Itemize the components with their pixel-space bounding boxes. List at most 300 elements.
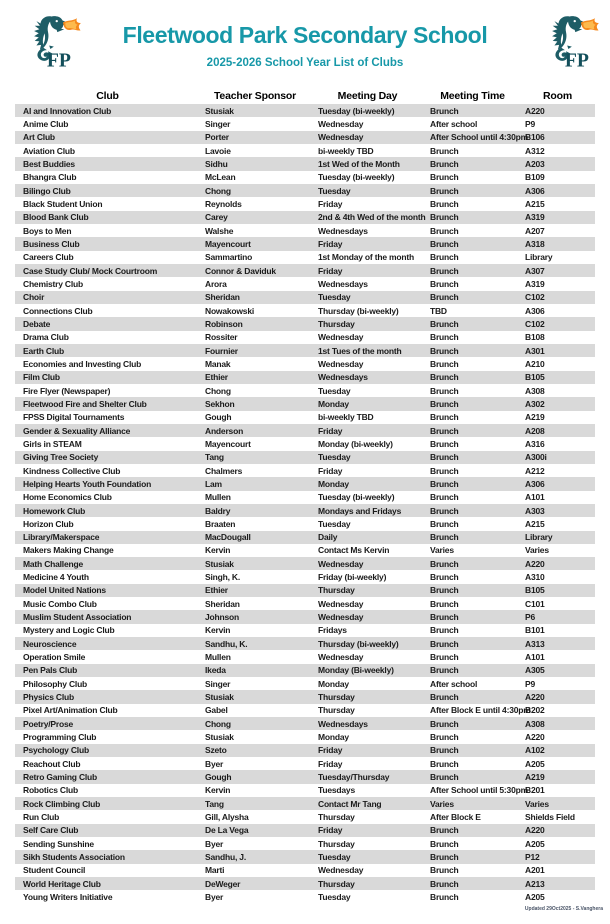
cell-teacher-sponsor: Reynolds [205,198,242,209]
cell-meeting-day: Thursday [318,812,355,823]
table-row [15,104,595,117]
cell-club: Bilingo Club [23,185,71,196]
table-row [15,864,595,877]
cell-teacher-sponsor: DeWeger [205,878,241,889]
cell-meeting-time: Brunch [430,158,459,169]
cell-club: Homework Club [23,505,86,516]
cell-club: Medicine 4 Youth [23,572,89,583]
cell-room: A300i [525,452,547,463]
cell-meeting-day: Wednesday [318,612,364,623]
cell-meeting-time: Brunch [430,385,459,396]
cell-club: Mystery and Logic Club [23,625,115,636]
cell-room: A316 [525,438,545,449]
cell-teacher-sponsor: Sekhon [205,398,235,409]
cell-room: A312 [525,145,545,156]
cell-club: Drama Club [23,332,69,343]
table-header [15,87,595,104]
cell-meeting-time: Brunch [430,372,459,383]
cell-club: FPSS Digital Tournaments [23,412,125,423]
cell-club: Girls in STEAM [23,438,82,449]
cell-room: A102 [525,745,545,756]
cell-club: Pen Pals Club [23,665,78,676]
cell-meeting-day: Friday [318,465,343,476]
table-row [15,397,595,410]
table-row [15,411,595,424]
cell-meeting-time: After Block E until 4:30pm [430,705,531,716]
table-row [15,371,595,384]
cell-teacher-sponsor: Byer [205,758,224,769]
cell-teacher-sponsor: Connor & Daviduk [205,265,276,276]
cell-meeting-time: Brunch [430,332,459,343]
cell-teacher-sponsor: Sheridan [205,292,240,303]
table-row [15,144,595,157]
cell-meeting-time: Brunch [430,465,459,476]
cell-meeting-day: Thursday [318,585,355,596]
cell-meeting-day: 1st Monday of the month [318,252,414,263]
cell-teacher-sponsor: Mullen [205,492,231,503]
cell-teacher-sponsor: Singer [205,678,231,689]
cell-room: A303 [525,505,545,516]
cell-meeting-time: Brunch [430,265,459,276]
table-row [15,131,595,144]
cell-teacher-sponsor: Chalmers [205,465,243,476]
cell-meeting-day: Thursday [318,692,355,703]
cell-room: A319 [525,278,545,289]
cell-club: Sikh Students Association [23,852,125,863]
table-row [15,184,595,197]
cell-room: A101 [525,652,545,663]
cell-meeting-day: Tuesday (bi-weekly) [318,492,395,503]
cell-club: Makers Making Change [23,545,114,556]
cell-club: World Heritage Club [23,878,101,889]
table-row [15,251,595,264]
cell-club: Debate [23,318,51,329]
cell-teacher-sponsor: Walshe [205,225,234,236]
cell-teacher-sponsor: MacDougall [205,532,251,543]
table-row [15,757,595,770]
cell-club: Student Council [23,865,86,876]
cell-club: Horizon Club [23,518,74,529]
cell-meeting-time: Brunch [430,638,459,649]
cell-meeting-time: Brunch [430,145,459,156]
cell-club: Connections Club [23,305,93,316]
cell-meeting-time: Brunch [430,225,459,236]
cell-club: Retro Gaming Club [23,772,98,783]
cell-meeting-time: Brunch [430,425,459,436]
cell-teacher-sponsor: Fournier [205,345,238,356]
cell-room: A308 [525,718,545,729]
table-row [15,211,595,224]
cell-teacher-sponsor: McLean [205,172,236,183]
cell-meeting-day: Tuesday [318,385,351,396]
table-row [15,451,595,464]
cell-meeting-time: Varies [430,798,454,809]
cell-club: Fleetwood Fire and Shelter Club [23,398,147,409]
cell-club: Blood Bank Club [23,212,89,223]
cell-meeting-time: Brunch [430,212,459,223]
cell-room: Library [525,532,553,543]
cell-room: A318 [525,238,545,249]
table-row [15,730,595,743]
cell-teacher-sponsor: Byer [205,892,224,903]
cell-meeting-time: TBD [430,305,447,316]
header-cell-teacher-sponsor: Teacher Sponsor [214,89,296,102]
cell-teacher-sponsor: Arora [205,278,227,289]
cell-meeting-time: After School until 5:30pm [430,785,528,796]
cell-meeting-day: Daily [318,532,338,543]
table-row [15,237,595,250]
cell-club: Earth Club [23,345,64,356]
table-row [15,291,595,304]
table-row [15,157,595,170]
cell-meeting-day: Tuesday [318,185,351,196]
cell-club: Music Combo Club [23,598,97,609]
cell-meeting-time: Brunch [430,292,459,303]
cell-meeting-time: Brunch [430,412,459,423]
cell-meeting-day: Wednesday [318,358,364,369]
cell-teacher-sponsor: Rossiter [205,332,238,343]
cell-room: A308 [525,385,545,396]
cell-teacher-sponsor: Tang [205,452,224,463]
cell-meeting-time: Brunch [430,772,459,783]
cell-teacher-sponsor: Sheridan [205,598,240,609]
cell-room: B105 [525,372,545,383]
cell-meeting-time: Brunch [430,625,459,636]
cell-meeting-time: Brunch [430,878,459,889]
cell-meeting-day: Contact Mr Tang [318,798,382,809]
cell-teacher-sponsor: Chong [205,718,231,729]
cell-meeting-day: Wednesday [318,132,364,143]
cell-meeting-day: Friday [318,825,343,836]
table-row [15,491,595,504]
cell-teacher-sponsor: Stusiak [205,732,234,743]
cell-meeting-time: Brunch [430,318,459,329]
cell-meeting-time: Brunch [430,532,459,543]
cell-club: Robotics Club [23,785,79,796]
cell-room: A305 [525,665,545,676]
cell-teacher-sponsor: Stusiak [205,692,234,703]
cell-room: A201 [525,865,545,876]
cell-room: A207 [525,225,545,236]
cell-club: Black Student Union [23,198,103,209]
cell-meeting-day: Wednesdays [318,372,368,383]
header-cell-meeting-day: Meeting Day [337,89,398,102]
cell-room: C102 [525,318,545,329]
cell-meeting-day: Monday (Bi-weekly) [318,665,394,676]
table-row [15,624,595,637]
cell-meeting-time: Brunch [430,758,459,769]
cell-teacher-sponsor: Kervin [205,785,231,796]
cell-teacher-sponsor: Gill, Alysha [205,812,249,823]
cell-room: Shields Field [525,812,575,823]
cell-meeting-day: Friday [318,265,343,276]
cell-meeting-time: Brunch [430,865,459,876]
cell-meeting-time: Brunch [430,892,459,903]
cell-meeting-day: 2nd & 4th Wed of the month [318,212,426,223]
cell-teacher-sponsor: Szeto [205,745,227,756]
cell-club: Rock Climbing Club [23,798,101,809]
cell-room: B106 [525,132,545,143]
cell-club: Fire Flyer (Newspaper) [23,385,111,396]
table-row [15,850,595,863]
cell-meeting-time: Brunch [430,852,459,863]
table-row [15,437,595,450]
cell-meeting-day: Wednesday [318,598,364,609]
cell-meeting-day: 1st Tues of the month [318,345,402,356]
cell-meeting-time: Brunch [430,518,459,529]
cell-room: Library [525,252,553,263]
cell-teacher-sponsor: Sidhu [205,158,228,169]
cell-meeting-day: bi-weekly TBD [318,412,374,423]
cell-room: A307 [525,265,545,276]
cell-meeting-time: After School until 4:30pm [430,132,528,143]
cell-club: Giving Tree Society [23,452,99,463]
cell-room: A302 [525,398,545,409]
cell-meeting-day: Thursday (bi-weekly) [318,638,399,649]
cell-club: Self Care Club [23,825,79,836]
cell-meeting-day: Tuesday [318,452,351,463]
cell-meeting-day: 1st Wed of the Month [318,158,400,169]
table-row [15,464,595,477]
cell-room: P9 [525,678,535,689]
cell-meeting-day: Thursday [318,705,355,716]
cell-meeting-day: Friday (bi-weekly) [318,572,387,583]
cell-meeting-time: Brunch [430,825,459,836]
cell-teacher-sponsor: Mayencourt [205,238,251,249]
cell-teacher-sponsor: Braaten [205,518,236,529]
cell-club: Philosophy Club [23,678,88,689]
cell-meeting-time: Brunch [430,718,459,729]
cell-room: A213 [525,878,545,889]
cell-teacher-sponsor: Sandhu, J. [205,852,246,863]
table-row [15,664,595,677]
table-row [15,117,595,130]
cell-meeting-day: Tuesday/Thursday [318,772,390,783]
cell-room: Varies [525,545,549,556]
cell-room: A319 [525,212,545,223]
cell-meeting-time: Varies [430,545,454,556]
cell-meeting-time: Brunch [430,558,459,569]
cell-club: Pixel Art/Animation Club [23,705,118,716]
cell-club: Model United Nations [23,585,106,596]
cell-meeting-time: Brunch [430,505,459,516]
cell-club: Best Buddies [23,158,75,169]
cell-teacher-sponsor: Gough [205,772,232,783]
table-row [15,477,595,490]
table-row [15,677,595,690]
cell-room: A215 [525,198,545,209]
cell-club: Programming Club [23,732,97,743]
cell-teacher-sponsor: Chong [205,185,231,196]
cell-club: Operation Smile [23,652,86,663]
cell-meeting-time: Brunch [430,345,459,356]
cell-meeting-day: Monday [318,398,349,409]
table-row [15,650,595,663]
cell-meeting-time: Brunch [430,585,459,596]
cell-meeting-time: Brunch [430,838,459,849]
cell-teacher-sponsor: Stusiak [205,105,234,116]
cell-room: A205 [525,892,545,903]
cell-room: C101 [525,598,545,609]
table-row [15,171,595,184]
cell-meeting-time: Brunch [430,252,459,263]
cell-room: A310 [525,572,545,583]
cell-meeting-day: Thursday [318,838,355,849]
cell-meeting-day: Tuesday [318,518,351,529]
cell-teacher-sponsor: Gabel [205,705,228,716]
cell-room: A306 [525,305,545,316]
cell-teacher-sponsor: Marti [205,865,225,876]
cell-teacher-sponsor: Gough [205,412,232,423]
cell-meeting-day: Thursday [318,318,355,329]
cell-teacher-sponsor: Ethier [205,585,228,596]
cell-club: Film Club [23,372,60,383]
cell-club: Case Study Club/ Mock Courtroom [23,265,158,276]
table-row [15,810,595,823]
cell-meeting-day: Tuesday [318,852,351,863]
cell-room: P6 [525,612,535,623]
cell-club: Physics Club [23,692,74,703]
cell-meeting-time: Brunch [430,198,459,209]
cell-teacher-sponsor: Singh, K. [205,572,241,583]
table-row [15,197,595,210]
cell-meeting-day: Monday [318,732,349,743]
cell-meeting-time: Brunch [430,185,459,196]
cell-teacher-sponsor: Mullen [205,652,231,663]
cell-club: Young Writers Initiative [23,892,113,903]
cell-meeting-time: Brunch [430,438,459,449]
cell-club: Careers Club [23,252,74,263]
cell-room: A220 [525,825,545,836]
cell-teacher-sponsor: Singer [205,118,231,129]
cell-teacher-sponsor: Ethier [205,372,228,383]
table-row [15,797,595,810]
cell-teacher-sponsor: Mayencourt [205,438,251,449]
table-row [15,224,595,237]
cell-meeting-day: Friday [318,425,343,436]
table-row [15,744,595,757]
cell-club: Sending Sunshine [23,838,94,849]
cell-club: Helping Hearts Youth Foundation [23,478,152,489]
cell-meeting-day: bi-weekly TBD [318,145,374,156]
table-row [15,344,595,357]
cell-room: A210 [525,358,545,369]
cell-meeting-day: Wednesday [318,652,364,663]
cell-room: A219 [525,412,545,423]
table-row [15,890,595,903]
table-row [15,531,595,544]
header-cell-room: Room [543,89,572,102]
cell-teacher-sponsor: Sandhu, K. [205,638,248,649]
cell-club: Choir [23,292,45,303]
cell-meeting-day: Friday [318,238,343,249]
cell-teacher-sponsor: Porter [205,132,229,143]
cell-club: Bhangra Club [23,172,77,183]
cell-club: AI and Innovation Club [23,105,112,116]
cell-club: Business Club [23,238,80,249]
cell-room: A212 [525,465,545,476]
cell-meeting-time: Brunch [430,692,459,703]
table-row [15,877,595,890]
cell-meeting-time: Brunch [430,452,459,463]
cell-club: Boys to Men [23,225,72,236]
cell-club: Kindness Collective Club [23,465,121,476]
cell-meeting-time: Brunch [430,478,459,489]
cell-meeting-day: Monday [318,678,349,689]
cell-room: A306 [525,478,545,489]
club-table [15,104,595,904]
cell-room: A203 [525,158,545,169]
cell-teacher-sponsor: Ikeda [205,665,226,676]
cell-teacher-sponsor: Nowakowski [205,305,255,316]
cell-club: Reachout Club [23,758,81,769]
cell-teacher-sponsor: Robinson [205,318,243,329]
cell-meeting-day: Tuesday (bi-weekly) [318,105,395,116]
cell-room: A313 [525,638,545,649]
table-row [15,770,595,783]
cell-club: Home Economics Club [23,492,112,503]
cell-club: Library/Makerspace [23,532,100,543]
cell-meeting-day: Thursday [318,878,355,889]
cell-meeting-time: Brunch [430,278,459,289]
cell-club: Poetry/Prose [23,718,74,729]
cell-club: Math Challenge [23,558,84,569]
cell-meeting-time: Brunch [430,398,459,409]
cell-teacher-sponsor: De La Vega [205,825,249,836]
cell-meeting-day: Wednesday [318,118,364,129]
header-cell-meeting-time: Meeting Time [440,89,505,102]
cell-meeting-day: Mondays and Fridays [318,505,402,516]
table-row [15,717,595,730]
cell-teacher-sponsor: Johnson [205,612,240,623]
cell-teacher-sponsor: Lavoie [205,145,231,156]
cell-meeting-time: Brunch [430,358,459,369]
cell-meeting-time: Brunch [430,652,459,663]
cell-meeting-day: Monday [318,478,349,489]
cell-club: Muslim Student Association [23,612,132,623]
cell-meeting-day: Contact Ms Kervin [318,545,390,556]
cell-room: B109 [525,172,545,183]
cell-club: Gender & Sexuality Alliance [23,425,131,436]
cell-room: A220 [525,692,545,703]
cell-club: Psychology Club [23,745,89,756]
cell-teacher-sponsor: Stusiak [205,558,234,569]
cell-teacher-sponsor: Sammartino [205,252,253,263]
cell-teacher-sponsor: Manak [205,358,231,369]
cell-meeting-time: Brunch [430,665,459,676]
cell-club: Run Club [23,812,60,823]
cell-meeting-day: Wednesday [318,865,364,876]
cell-club: Economies and Investing Club [23,358,142,369]
cell-teacher-sponsor: Baldry [205,505,231,516]
cell-teacher-sponsor: Lam [205,478,222,489]
cell-meeting-time: Brunch [430,612,459,623]
cell-meeting-time: After school [430,678,478,689]
table-row [15,690,595,703]
cell-meeting-day: Thursday (bi-weekly) [318,305,399,316]
cell-teacher-sponsor: Anderson [205,425,244,436]
cell-meeting-day: Wednesdays [318,718,368,729]
cell-meeting-day: Friday [318,198,343,209]
table-row [15,584,595,597]
table-row [15,424,595,437]
cell-teacher-sponsor: Tang [205,798,224,809]
cell-room: A219 [525,772,545,783]
cell-teacher-sponsor: Kervin [205,545,231,556]
header-cell-club: Club [96,89,119,102]
cell-teacher-sponsor: Byer [205,838,224,849]
table-row [15,357,595,370]
